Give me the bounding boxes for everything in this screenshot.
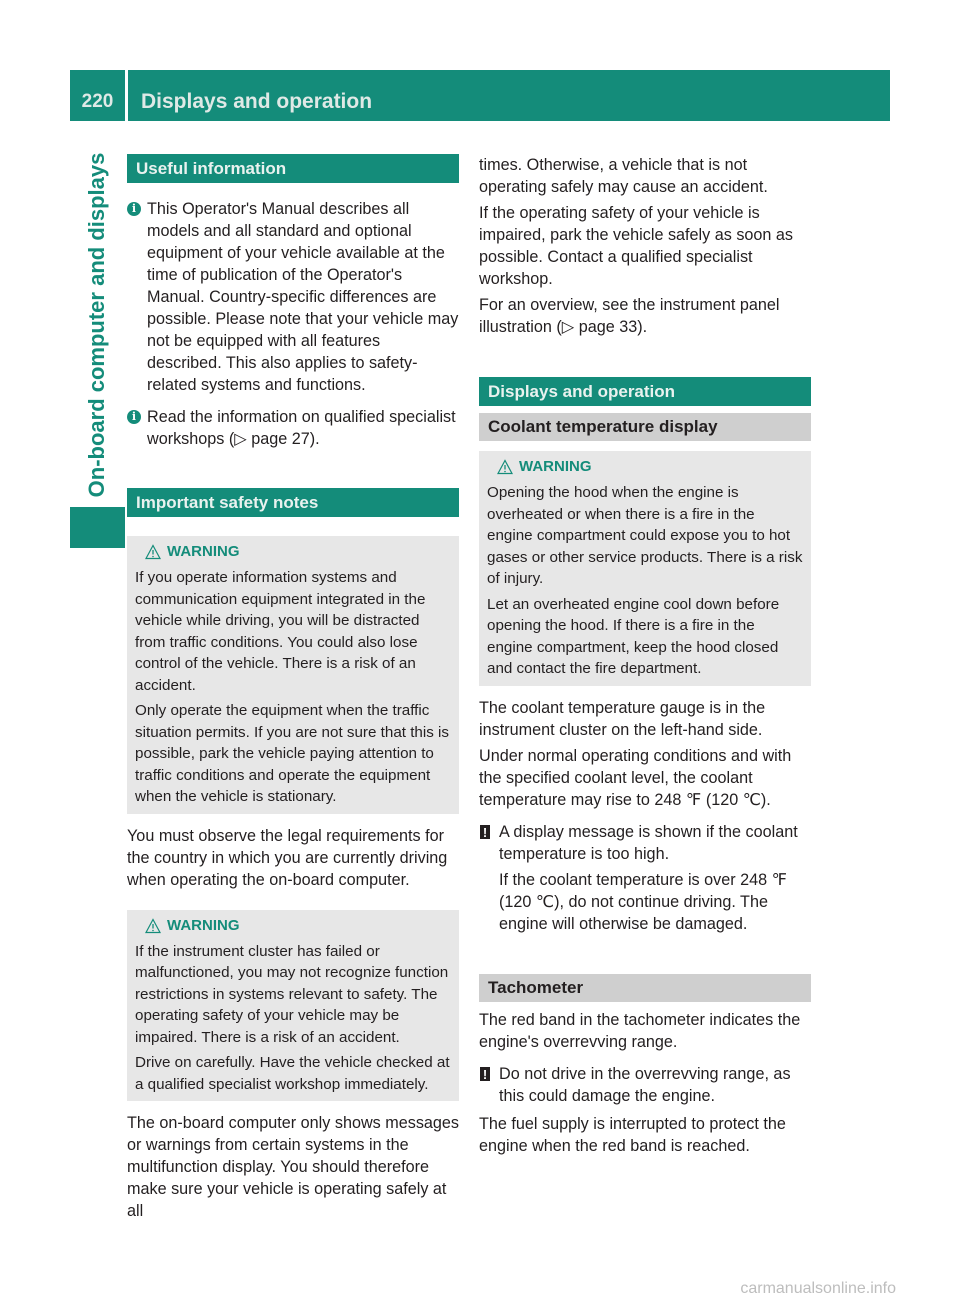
body-paragraph: Under normal operating conditions and with the specified coolant level, the coolant temperature may rise to 248 ℉ (120 ℃). — [479, 746, 792, 809]
left-column — [127, 154, 459, 1222]
body-paragraph: The fuel supply is interrupted to protect the engine when the red band is reached. — [479, 1114, 786, 1155]
coolant-heading: Coolant temperature display — [479, 413, 811, 441]
warning-triangle-icon — [497, 459, 513, 475]
warning-text: Let an overheated engine cool down before opening the hood. If there is a fire in the engine compartment, keep the hood closed and contact the fire department. — [487, 595, 780, 677]
info-note-text: Read the information on qualified specialist workshops (▷ page 27). — [147, 408, 456, 448]
warning-text: Opening the hood when the engine is overheated or when there is a fire in the engine compartment could expose you to hot gases or other service products. There is a risk of injury. — [487, 484, 803, 587]
warning-title: WARNING — [487, 456, 803, 478]
body-paragraph: If the operating safety of your vehicle is impaired, park the vehicle safely as soon as possible. Contact a qualified specialist workshop. — [479, 204, 794, 288]
warning-box — [127, 536, 459, 814]
warning-title: WARNING — [135, 541, 451, 563]
running-title: Displays and operation — [141, 90, 373, 113]
notice-note — [479, 821, 811, 935]
body-paragraph: times. Otherwise, a vehicle that is not operating safely may cause an accident. — [479, 156, 768, 196]
warning-title: WARNING — [135, 915, 451, 937]
safety-heading: Important safety notes — [127, 488, 459, 517]
tachometer-heading: Tachometer — [479, 974, 811, 1002]
side-tab-marker — [70, 507, 125, 548]
notice-text: A display message is shown if the coolant temperature is too high. — [499, 822, 798, 863]
right-column — [479, 154, 811, 1157]
body-paragraph: The on-board computer only shows messages or warnings from certain systems in the multifunction display. You should therefore make sure your vehicle is operating safely at all — [127, 1114, 460, 1220]
page-number: 220 — [81, 91, 114, 112]
warning-box — [479, 451, 811, 686]
info-note — [127, 406, 459, 450]
notice-icon: ! — [480, 825, 490, 839]
side-tab-label: On-board computer and displays — [84, 152, 109, 498]
warning-triangle-icon — [145, 544, 161, 560]
notice-note — [479, 1063, 811, 1107]
warning-text: If you operate information systems and communication equipment integrated in the vehicle while driving, you will be distracted from traffic conditions. You could also lose control of the vehicle. There is a risk of an accident. — [135, 569, 426, 694]
warning-text: If the instrument cluster has failed or malfunctioned, you may not recognize function restrictions in systems relevant to safety. The operating safety of your vehicle may be impaired. There is a risk of an accident. — [135, 942, 449, 1046]
body-paragraph: The coolant temperature gauge is in the instrument cluster on the left-hand side. — [479, 698, 766, 739]
notice-text: If the coolant temperature is over 248 ℉ (120 ℃), do not continue driving. The engine will otherwise be damaged. — [499, 870, 788, 933]
notice-text: Do not drive in the overrevving range, as this could damage the engine. — [499, 1064, 791, 1105]
body-paragraph: You must observe the legal requirements for the country in which you are currently driving when operating the on-board computer. — [127, 826, 448, 889]
info-note — [127, 198, 459, 396]
body-paragraph: The red band in the tachometer indicates the engine's overrevving range. — [479, 1010, 801, 1051]
useful-info-heading: Useful information — [127, 154, 459, 183]
warning-text: Only operate the equipment when the traffic situation permits. If you are not sure that this is possible, park the vehicle paying attention to traffic conditions and operate the equipment when the vehicle is stationary. — [135, 702, 450, 805]
warning-box — [127, 910, 459, 1102]
info-note-text: This Operator's Manual describes all models and all standard and optional equipment of your vehicle available at the time of publication of the Operator's Manual. Country-specific differences are possible. Please note that your vehicle may not be equipped with all features described. This also applies to safety-related systems and functions. — [147, 200, 459, 394]
notice-icon: ! — [480, 1067, 490, 1081]
body-paragraph: For an overview, see the instrument panel illustration (▷ page 33). — [479, 296, 780, 336]
header-divider — [125, 70, 128, 121]
info-icon: i — [127, 202, 141, 216]
warning-triangle-icon — [145, 918, 161, 934]
info-icon: i — [127, 410, 141, 424]
section-heading: Displays and operation — [479, 377, 811, 406]
watermark: carmanualsonline.info — [740, 1280, 896, 1297]
warning-text: Drive on carefully. Have the vehicle checked at a qualified specialist workshop immediately. — [135, 1054, 450, 1093]
